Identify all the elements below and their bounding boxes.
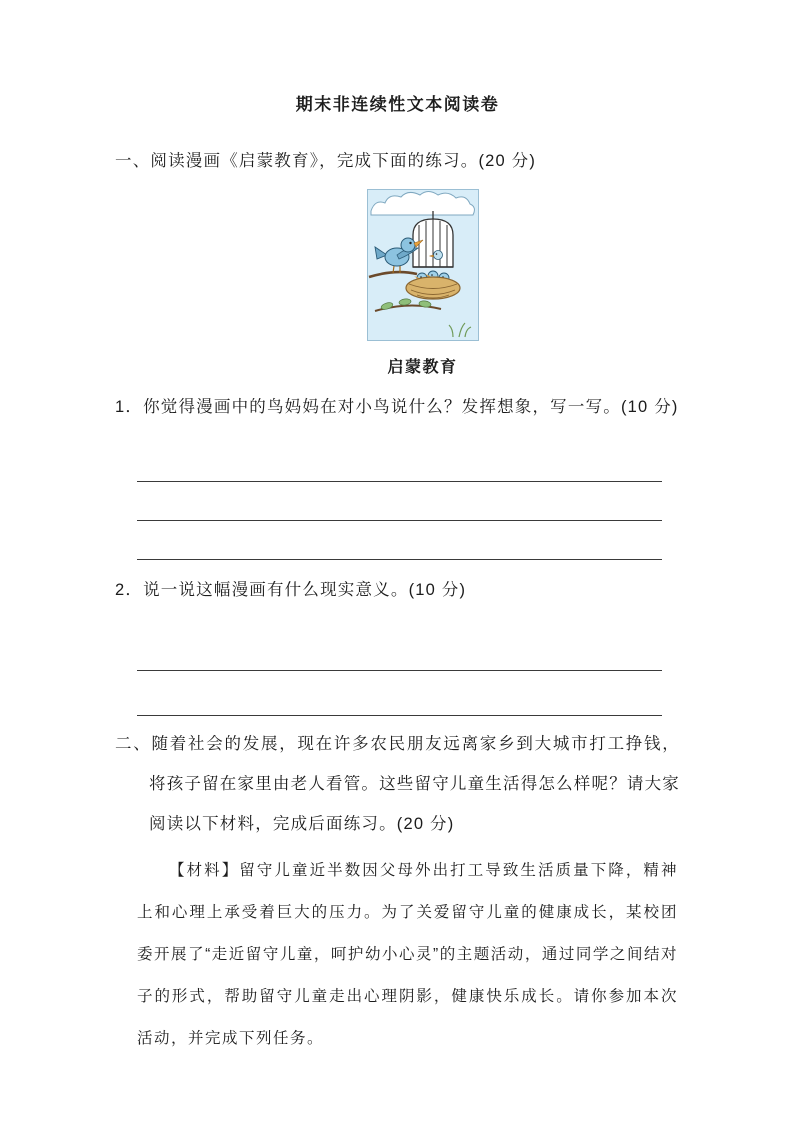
section1-heading: 一、阅读漫画《启蒙教育》，完成下面的练习。(20 分) (115, 152, 537, 170)
comic-figure (367, 189, 479, 377)
section2-heading: 二、随着社会的发展，现在许多农民朋友远离家乡到大城市打工挣钱，将孩子留在家里由老人看管。这些留守儿童生活得怎么样呢？请大家阅读以下材料，完成后面练习。(20 分) (115, 735, 680, 833)
material-paragraph: 【材料】留守儿童近半数因父母外出打工导致生活质量下降，精神上和心理上承受着巨大的压力。为了关爱留守儿童的健康成长，某校团委开展了“走近留守儿童，呵护幼小心灵”的主题活动，通过同学之间结对子的形式，帮助留守儿童走出心理阴影，健康快乐成长。请你参加本次活动，并完成下列任务。 (137, 862, 678, 1047)
question-1: 1．你觉得漫画中的鸟妈妈在对小鸟说什么？发挥想象，写一写。(10 分) (115, 398, 679, 416)
comic-caption: 启蒙教育 (387, 359, 458, 376)
question-1-answer-area (115, 443, 680, 560)
answer-line (137, 671, 662, 716)
comic-image (367, 189, 479, 341)
answer-line (137, 482, 662, 521)
answer-line (137, 443, 662, 482)
answer-line (137, 626, 662, 671)
question-2: 2．说一说这幅漫画有什么现实意义。(10 分) (115, 581, 467, 599)
answer-line (137, 521, 662, 560)
question-2-answer-area (115, 626, 680, 716)
page-title: 期末非连续性文本阅读卷 (295, 95, 500, 114)
